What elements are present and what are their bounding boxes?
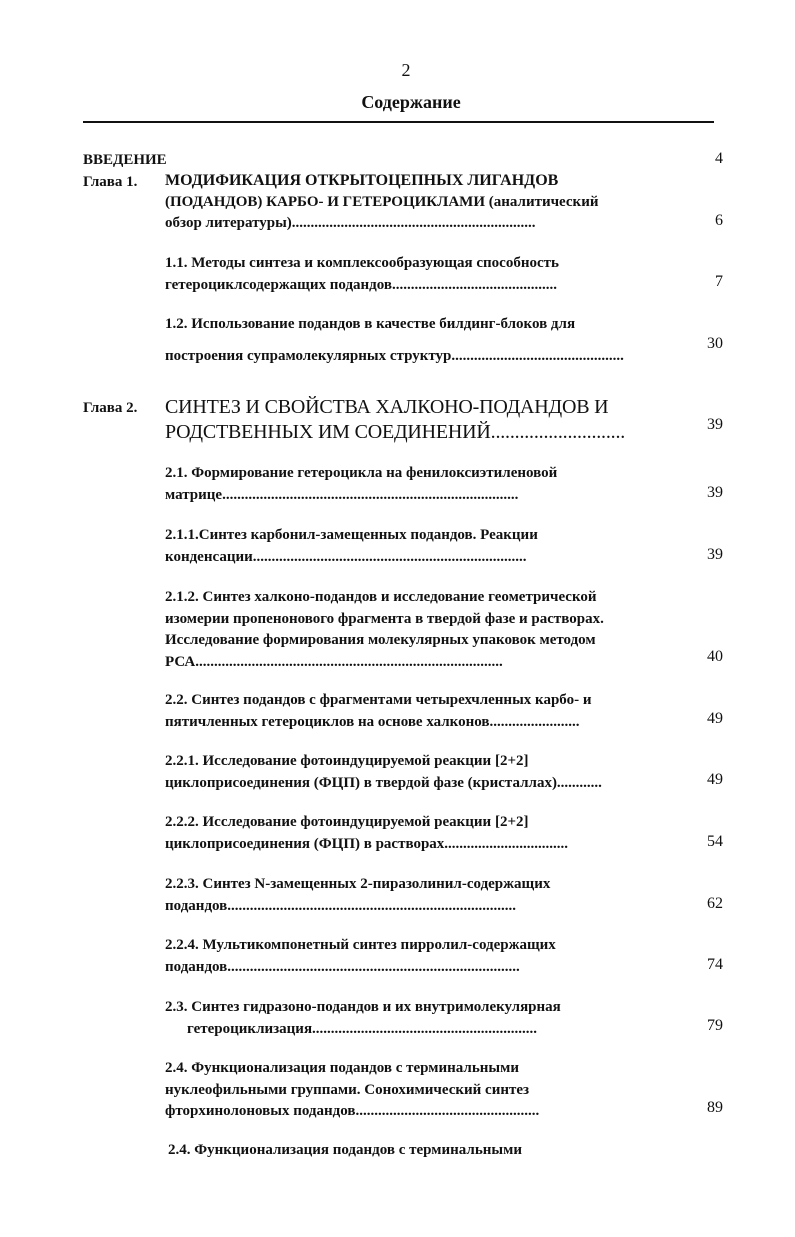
toc-ch1-page: 6 xyxy=(715,212,723,229)
toc-s2-2-4-line-1: 2.2.4. Мультикомпонетный синтез пирролил-содержащих xyxy=(165,937,556,953)
toc-ch1-line-3: обзор литературы)................................................................. xyxy=(165,215,536,231)
toc-s2-1-1-line-2: конденсации......................................................................... xyxy=(165,548,527,565)
toc-s2-2-2-line-2: циклоприсоединения (ФЦП) в растворах................................. xyxy=(165,835,569,852)
toc-ch2-label: Глава 2. xyxy=(83,400,138,416)
toc-s2-2-1-line-1: 2.2.1. Исследование фотоиндуцируемой реакции [2+2] xyxy=(165,753,529,769)
toc-s2-2-4-page: 74 xyxy=(707,956,723,973)
toc-s2-2-1-line-2: циклоприсоединения (ФЦП) в твердой фазе (кристаллах)............ xyxy=(165,774,602,791)
toc-s2-4-line-1: 2.4. Функционализация подандов с терминальными xyxy=(165,1060,519,1076)
toc-s2-2-page: 49 xyxy=(707,710,723,727)
toc-ch1-line-1: МОДИФИКАЦИЯ ОТКРЫТОЦЕПНЫХ ЛИГАНДОВ xyxy=(165,172,559,189)
toc-s2-1-2-line-4: РСА.................................................................................. xyxy=(165,653,503,670)
toc-s2-1-2-line-1: 2.1.2. Синтез халконо-подандов и исследование геометрической xyxy=(165,589,597,605)
title-rule xyxy=(83,121,714,123)
toc-s2-1-2-entry xyxy=(165,587,685,673)
toc-s2-3-line-1: 2.3. Синтез гидразоно-подандов и их внутримолекулярная xyxy=(165,999,561,1015)
toc-s1-1-line-2: гетероциклсодержащих подандов............................................ xyxy=(165,276,557,293)
toc-s2-2-3-page: 62 xyxy=(707,895,723,912)
toc-ch2-page: 39 xyxy=(707,416,723,433)
toc-s1-1-page: 7 xyxy=(715,273,723,290)
toc-s1-2-entry xyxy=(165,314,685,367)
toc-s2-2-2-page: 54 xyxy=(707,833,723,850)
toc-s2-1-line-1: 2.1. Формирование гетероцикла на фенилоксиэтиленовой xyxy=(165,465,558,481)
page-title: Содержание xyxy=(361,92,461,112)
toc-s2-1-line-2: матрице............................................................................... xyxy=(165,486,519,503)
toc-s2-2-line-2: пятичленных гетероциклов на основе халконов........................ xyxy=(165,713,580,730)
toc-s2-4-line-2: нуклеофильными группами. Сонохимический синтез xyxy=(165,1081,530,1098)
toc-s2-1-entry xyxy=(165,463,685,506)
toc-s2-2-3-line-2: подандов............................................................................. xyxy=(165,897,517,914)
toc-s2-4-page: 89 xyxy=(707,1099,723,1116)
toc-s1-1-line-1: 1.1. Методы синтеза и комплексообразующая способность xyxy=(165,255,559,271)
toc-s2-1-1-entry xyxy=(165,525,685,568)
toc-s2-1-page: 39 xyxy=(707,484,723,501)
toc-ch1-entry xyxy=(165,170,685,235)
toc-s1-2-line-1: 1.2. Использование подандов в качестве билдинг-блоков для xyxy=(165,316,576,332)
toc-s2-2-3-line-1: 2.2.3. Синтез N-замещенных 2-пиразолинил-содержащих xyxy=(165,876,551,892)
toc-s2-1-2-line-2: изомерии пропенонового фрагмента в твердой фазе и растворах. xyxy=(165,610,604,627)
toc-ch2-line-1: СИНТЕЗ И СВОЙСТВА ХАЛКОНО-ПОДАНДОВ И xyxy=(165,396,609,418)
toc-s1-2-line-2: построения супрамолекулярных структур.............................................. xyxy=(165,347,624,364)
toc-ch1-line-2: (ПОДАНДОВ) КАРБО- И ГЕТЕРОЦИКЛАМИ (аналитический xyxy=(165,193,599,210)
toc-s2-1-2-page: 40 xyxy=(707,648,723,665)
toc-s2-2-line-1: 2.2. Синтез подандов с фрагментами четырехчленных карбо- и xyxy=(165,692,592,708)
toc-ch1-label: Глава 1. xyxy=(83,174,138,190)
toc-ch2-entry xyxy=(165,395,685,445)
toc-s2-2-2-entry xyxy=(165,812,685,855)
toc-s2-4b-entry xyxy=(168,1140,688,1162)
toc-intro-page: 4 xyxy=(715,150,723,167)
toc-s2-4-entry xyxy=(165,1058,685,1123)
toc-s2-2-4-entry xyxy=(165,935,685,978)
toc-s2-3-line-2: гетероциклизация............................................................ xyxy=(187,1020,538,1037)
toc-s2-2-entry xyxy=(165,690,685,733)
toc-s2-1-1-page: 39 xyxy=(707,546,723,563)
toc-s2-2-1-page: 49 xyxy=(707,771,723,788)
toc-s2-3-page: 79 xyxy=(707,1017,723,1034)
toc-intro-label: ВВЕДЕНИЕ xyxy=(83,152,167,168)
toc-s2-1-1-line-1: 2.1.1.Синтез карбонил-замещенных подандов. Реакции xyxy=(165,527,538,543)
toc-s1-1-entry xyxy=(165,253,685,296)
toc-ch2-line-2: РОДСТВЕННЫХ ИМ СОЕДИНЕНИЙ............................ xyxy=(165,421,626,443)
toc-s2-4b-line-1: 2.4. Функционализация подандов с терминальными xyxy=(168,1142,522,1158)
toc-s2-4-line-3: фторхинолоновых подандов................................................. xyxy=(165,1103,540,1119)
toc-s2-2-2-line-1: 2.2.2. Исследование фотоиндуцируемой реакции [2+2] xyxy=(165,814,529,830)
toc-s2-1-2-line-3: Исследование формирования молекулярных упаковок методом xyxy=(165,632,596,648)
page-number: 2 xyxy=(401,60,411,80)
toc-s2-2-1-entry xyxy=(165,751,685,794)
toc-s2-3-entry xyxy=(165,997,685,1040)
toc-s2-2-3-entry xyxy=(165,874,685,917)
toc-s2-2-4-line-2: подандов.............................................................................. xyxy=(165,958,520,975)
toc-s1-2-page: 30 xyxy=(707,335,723,352)
